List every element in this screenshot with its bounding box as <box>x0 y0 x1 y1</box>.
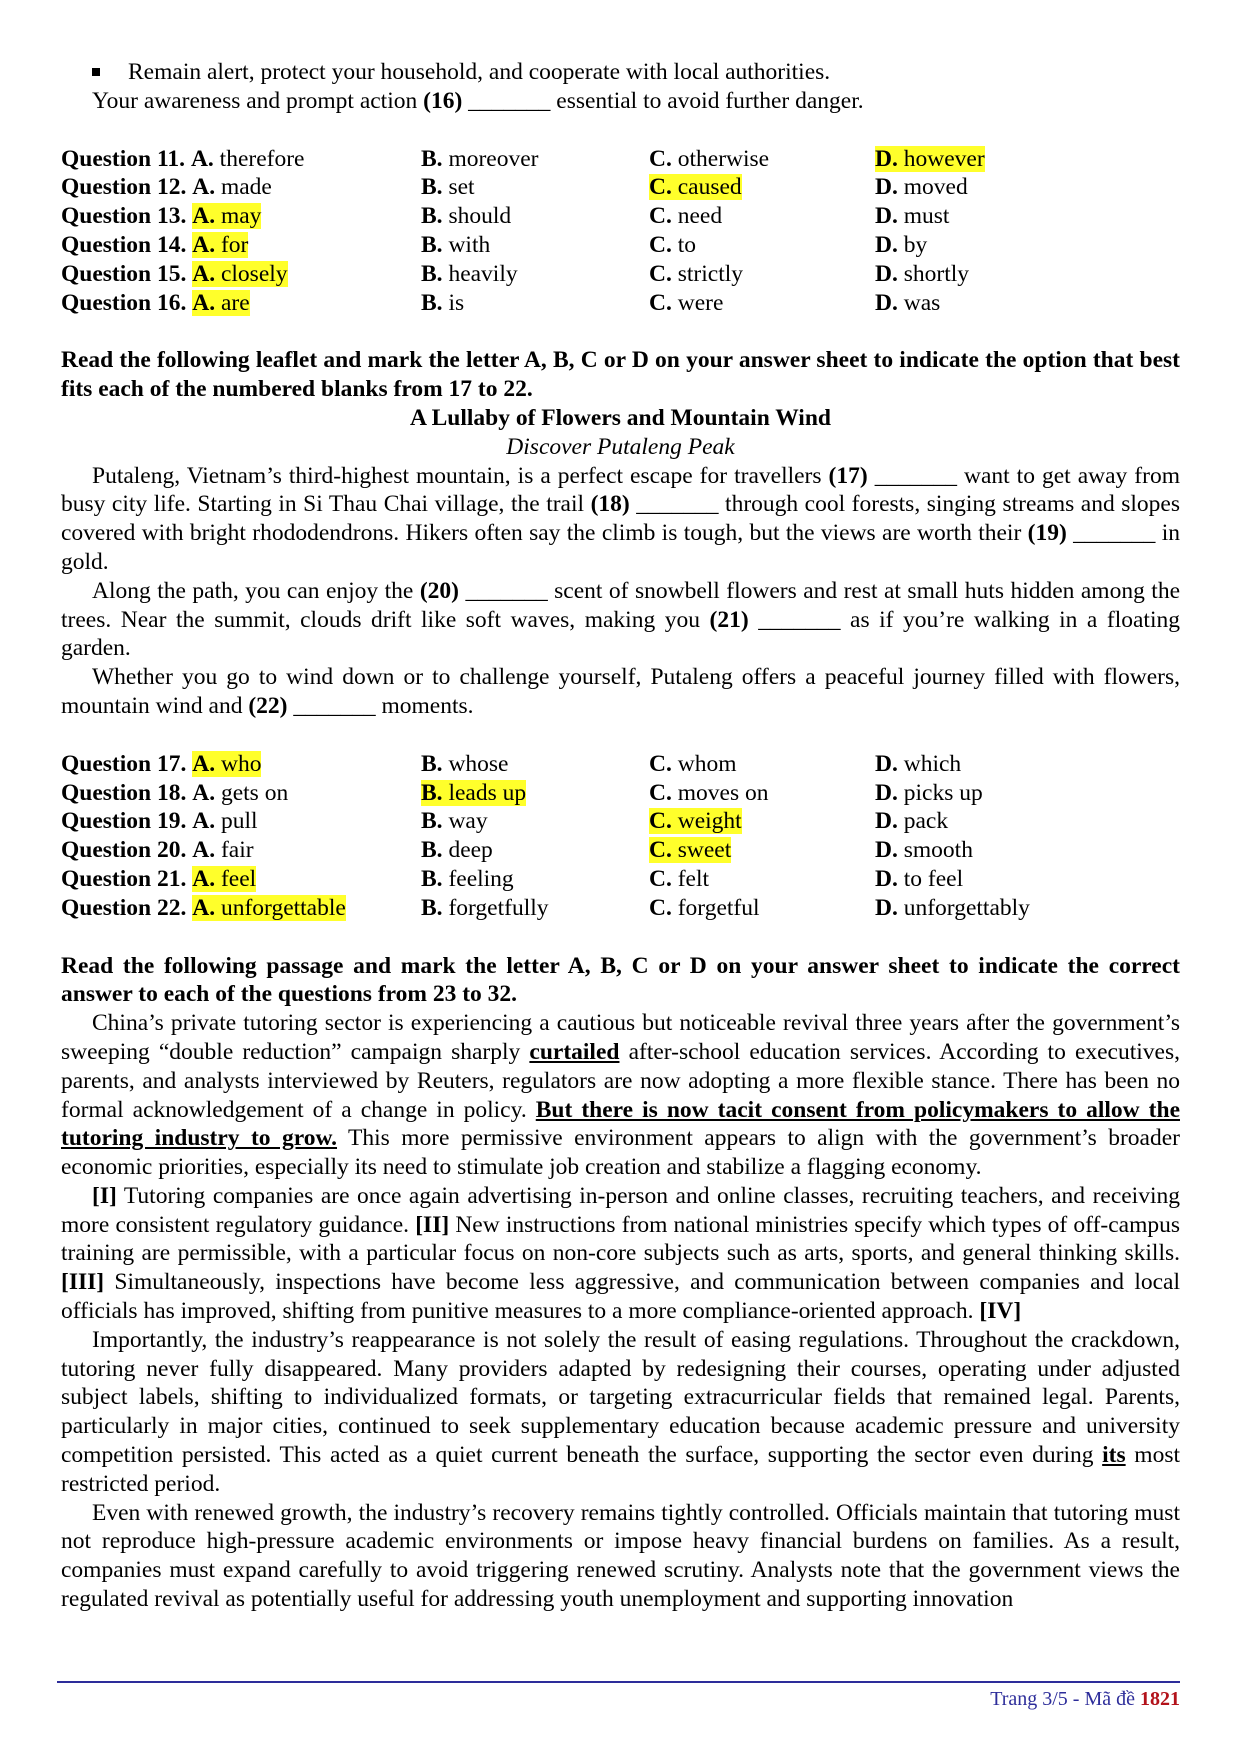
passage-text: most restricted period. <box>61 1442 1180 1497</box>
answer-option: B. moreover <box>421 145 539 172</box>
instruction-23-32: Read the following passage and mark the letter A, B, C or D on your answer sheet to indicate the correct answer to each of the questions from 23 to 32. <box>61 952 1180 1008</box>
question-label: Question 20. <box>61 837 187 864</box>
question-table-11-16 <box>61 145 1180 318</box>
bullet-text: Remain alert, protect your household, and cooperate with local authorities. <box>128 59 831 85</box>
blank-number: (19) <box>1027 520 1067 547</box>
option-a <box>61 894 421 923</box>
highlighted-answer: D. however <box>875 145 985 172</box>
footer-text: Trang 3/5 - Mã đề <box>990 1688 1140 1710</box>
answer-option: C. otherwise <box>649 145 770 172</box>
option-d <box>875 865 1180 894</box>
leaflet-text: _______ through cool forests, singing streams and slopes covered with bright rhododendrons. Hikers often say the climb is tough, but the views are worth their <box>61 491 1180 547</box>
option-c <box>649 894 875 923</box>
option-a <box>61 289 421 318</box>
answer-option: C. were <box>649 289 724 316</box>
question-row <box>61 894 1180 923</box>
leaflet-subtitle: Discover Putaleng Peak <box>506 433 735 460</box>
answer-option: C. to <box>649 231 697 258</box>
question-label: Question 14. <box>61 231 187 258</box>
option-a <box>61 836 421 865</box>
option-b <box>421 173 649 202</box>
option-b <box>421 836 649 865</box>
answer-option: D. must <box>875 203 950 230</box>
option-a <box>61 260 421 289</box>
question-row <box>61 807 1180 836</box>
question-row <box>61 145 1180 174</box>
question-16-line <box>61 87 1180 116</box>
answer-option: A. fair <box>192 837 254 864</box>
answer-option: A. therefore <box>190 145 305 172</box>
answer-option: B. heavily <box>421 260 518 287</box>
option-a <box>61 807 421 836</box>
passage-text: after-school education services. According to executives, parents, and analysts interviewed by Reuters, regulators are now adopting a more flexible stance. There has been no formal acknowledgement of a change in policy. <box>61 1038 1180 1123</box>
option-c <box>649 202 875 231</box>
option-a <box>61 779 421 808</box>
footer-rule <box>57 1681 1180 1683</box>
answer-option: C. moves on <box>649 779 769 806</box>
question-label: Question 17. <box>61 750 187 777</box>
question-row <box>61 202 1180 231</box>
leaflet-text: Along the path, you can enjoy the <box>92 577 420 604</box>
option-a <box>61 865 421 894</box>
option-c <box>649 807 875 836</box>
option-c <box>649 173 875 202</box>
option-c <box>649 289 875 318</box>
question-row <box>61 260 1180 289</box>
answer-option: B. way <box>421 808 488 835</box>
exam-code: 1821 <box>1140 1688 1180 1710</box>
answer-option: B. deep <box>421 837 493 864</box>
option-c <box>649 750 875 779</box>
blank-number: (16) <box>423 87 463 114</box>
answer-option: D. to feel <box>875 865 964 892</box>
leaflet-paragraph-1 <box>61 462 1180 577</box>
answer-option: D. smooth <box>875 837 973 864</box>
option-b <box>421 894 649 923</box>
highlighted-answer: A. closely <box>192 260 288 287</box>
option-a <box>61 145 421 174</box>
passage-paragraph-1 <box>61 1009 1180 1182</box>
highlighted-answer: A. for <box>192 231 249 258</box>
highlighted-answer: C. weight <box>649 808 742 835</box>
passage-text: Importantly, the industry’s reappearance is not solely the result of easing regulations. Throughout the crackdown, tutoring never fully disappeared. Many providers adapted by redesigning their courses, operating under adjusted subject labels, shifting to individualized formats, or targeting extracurricular fields that remained legal. Parents, particularly in major cities, continued to seek supplementary education because academic pressure and university competition persisted. This acted as a quiet current beneath the surface, supporting the sector even during <box>61 1326 1180 1469</box>
line-text: essential to avoid further danger. <box>556 87 864 114</box>
option-c <box>649 779 875 808</box>
answer-option: D. was <box>875 289 941 316</box>
option-c <box>649 231 875 260</box>
passage-paragraph-2 <box>61 1182 1180 1326</box>
question-label: Question 22. <box>61 894 187 921</box>
answer-option: D. which <box>875 750 962 777</box>
option-d <box>875 779 1180 808</box>
leaflet-text: _______ want to get away from busy city life. Starting in Si Thau Chai village, the trail <box>61 462 1180 518</box>
option-d <box>875 260 1180 289</box>
answer-option: B. with <box>421 231 491 258</box>
highlighted-answer: C. sweet <box>649 837 732 864</box>
option-d <box>875 807 1180 836</box>
option-b <box>421 231 649 260</box>
answer-option: D. by <box>875 231 928 258</box>
answer-option: C. felt <box>649 865 710 892</box>
answer-option: A. gets on <box>192 779 289 806</box>
question-row <box>61 779 1180 808</box>
answer-option: B. forgetfully <box>421 894 549 921</box>
answer-option: C. whom <box>649 750 737 777</box>
option-c <box>649 865 875 894</box>
leaflet-text: Whether you go to wind down or to challenge yourself, Putaleng offers a peaceful journey filled with flowers, mountain wind and <box>61 664 1180 719</box>
leaflet-paragraph-2 <box>61 577 1180 663</box>
option-d <box>875 202 1180 231</box>
option-b <box>421 289 649 318</box>
question-row <box>61 289 1180 318</box>
option-d <box>875 145 1180 174</box>
option-b <box>421 260 649 289</box>
question-row <box>61 865 1180 894</box>
option-c <box>649 145 875 174</box>
blank: _______ <box>462 87 557 114</box>
option-b <box>421 750 649 779</box>
blank-number: (17) <box>828 462 868 489</box>
marker-IV: [IV] <box>979 1298 1022 1325</box>
passage-paragraph-3 <box>61 1326 1180 1499</box>
option-a <box>61 750 421 779</box>
question-label: Question 12. <box>61 174 187 201</box>
highlighted-answer: C. caused <box>649 174 742 201</box>
option-b <box>421 779 649 808</box>
option-d <box>875 750 1180 779</box>
question-label: Question 18. <box>61 779 187 806</box>
page-footer <box>990 1688 1180 1711</box>
highlighted-answer: A. unforgettable <box>192 894 346 921</box>
answer-option: C. forgetful <box>649 894 760 921</box>
underlined-word-curtailed: curtailed <box>529 1038 620 1065</box>
passage-text: Tutoring companies are once again advertising in-person and online classes, recruiting teachers, and receiving more consistent regulatory guidance. <box>61 1182 1180 1238</box>
instruction-17-22: Read the following leaflet and mark the letter A, B, C or D on your answer sheet to indicate the option that best fits each of the numbered blanks from 17 to 22. <box>61 347 1180 403</box>
passage-paragraph-4: Even with renewed growth, the industry’s recovery remains tightly controlled. Officials maintain that tutoring must not reproduce high-pressure academic environments or impose heavy financial burdens on families. As a result, companies must expand carefully to avoid triggering renewed scrutiny. Analysts note that the government views the regulated revival as potentially useful for addressing youth unemployment and supporting innovation <box>61 1499 1180 1613</box>
passage-text: This more permissive environment appears to align with the government’s broader economic priorities, especially its need to stimulate job creation and stabilize a flagging economy. <box>61 1125 1180 1181</box>
passage-text: China’s private tutoring sector is experiencing a cautious but noticeable revival three years after the government’s sweeping “double reduction” campaign sharply <box>61 1010 1180 1065</box>
answer-option: B. feeling <box>421 865 514 892</box>
leaflet-paragraph-3 <box>61 663 1180 721</box>
option-d <box>875 173 1180 202</box>
bullet-item <box>61 58 1180 87</box>
leaflet-text: _______ moments. <box>287 692 474 719</box>
leaflet-text: _______ in gold. <box>61 520 1181 575</box>
answer-option: C. strictly <box>649 260 744 287</box>
exam-page <box>61 58 1180 1614</box>
answer-option: B. should <box>421 203 512 230</box>
option-a <box>61 202 421 231</box>
option-c <box>649 260 875 289</box>
answer-option: A. made <box>192 174 272 201</box>
option-b <box>421 202 649 231</box>
highlighted-answer: A. who <box>192 750 262 777</box>
highlighted-answer: A. are <box>192 289 250 316</box>
option-d <box>875 836 1180 865</box>
underlined-sentence: But there is now tacit consent from policymakers to allow the tutoring industry to grow. <box>61 1096 1180 1152</box>
marker-I: [I] <box>92 1182 117 1209</box>
question-label: Question 11. <box>61 145 186 172</box>
question-row <box>61 836 1180 865</box>
answer-option: B. is <box>421 289 465 316</box>
underlined-word-its: its <box>1102 1442 1126 1469</box>
answer-option: C. need <box>649 203 723 230</box>
question-label: Question 15. <box>61 260 187 287</box>
marker-II: [II] <box>415 1211 450 1238</box>
blank-number: (18) <box>590 491 630 518</box>
option-b <box>421 865 649 894</box>
option-c <box>649 836 875 865</box>
blank-number: (22) <box>248 692 288 719</box>
answer-option: D. moved <box>875 174 968 201</box>
answer-option: B. set <box>421 174 475 201</box>
answer-option: D. shortly <box>875 260 970 287</box>
passage-text: Simultaneously, inspections have become less aggressive, and communication between companies and local officials has improved, shifting from punitive measures to a more compliance-oriented approach. <box>61 1269 1180 1325</box>
answer-option: B. whose <box>421 750 509 777</box>
option-d <box>875 231 1180 260</box>
highlighted-answer: B. leads up <box>421 779 527 806</box>
blank-number: (21) <box>709 606 749 633</box>
line-text: Your awareness and prompt action <box>92 87 424 114</box>
question-label: Question 21. <box>61 865 187 892</box>
option-d <box>875 894 1180 923</box>
answer-option: A. pull <box>192 808 258 835</box>
leaflet-text: _______ scent of snowbell flowers and rest at small huts hidden among the trees. Near the summit, clouds drift like soft waves, making you <box>61 577 1180 633</box>
option-b <box>421 145 649 174</box>
answer-option: D. picks up <box>875 779 983 806</box>
marker-III: [III] <box>61 1269 105 1296</box>
leaflet-title: A Lullaby of Flowers and Mountain Wind <box>410 404 831 431</box>
option-d <box>875 289 1180 318</box>
question-label: Question 16. <box>61 289 187 316</box>
question-row <box>61 173 1180 202</box>
answer-option: D. pack <box>875 808 949 835</box>
highlighted-answer: A. feel <box>192 865 257 892</box>
highlighted-answer: A. may <box>192 203 262 230</box>
answer-option: D. unforgettably <box>875 894 1030 921</box>
option-a <box>61 173 421 202</box>
option-b <box>421 807 649 836</box>
option-a <box>61 231 421 260</box>
leaflet-text: _______ as if you’re walking in a floating garden. <box>61 606 1180 662</box>
passage-text: New instructions from national ministries specify which types of off-campus training are permissible, with a particular focus on non-core subjects such as arts, sports, and general thinking skills. <box>61 1211 1180 1267</box>
blank-number: (20) <box>419 577 459 604</box>
leaflet-text: Putaleng, Vietnam’s third-highest mountain, is a perfect escape for travellers <box>92 462 829 489</box>
square-bullet-icon <box>92 68 100 76</box>
question-row <box>61 231 1180 260</box>
question-table-17-22 <box>61 750 1180 923</box>
question-row <box>61 750 1180 779</box>
question-label: Question 13. <box>61 203 187 230</box>
question-label: Question 19. <box>61 808 187 835</box>
